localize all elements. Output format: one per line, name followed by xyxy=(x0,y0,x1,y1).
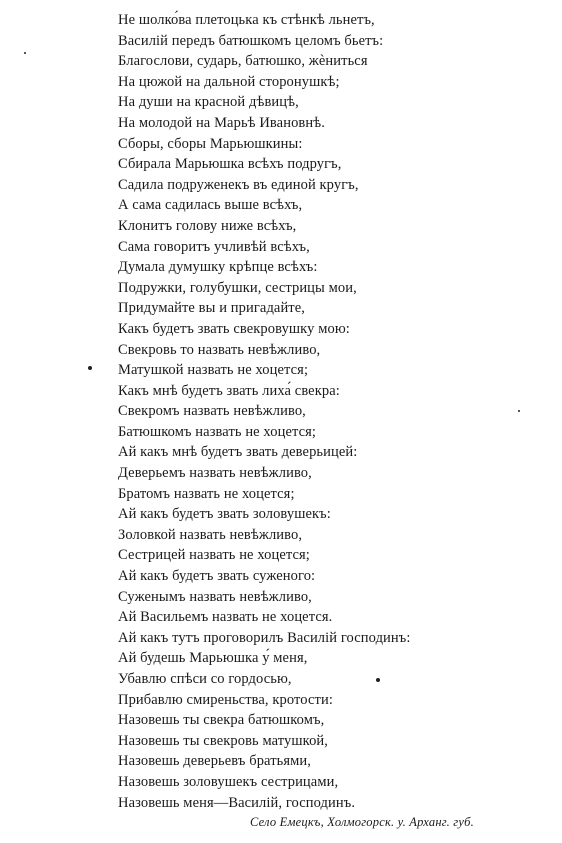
source-note: Село Емецкъ, Холмогорск. у. Арханг. губ. xyxy=(250,815,474,829)
poem-line: Придумайте вы и пригадайте, xyxy=(118,300,306,317)
poem-line: Назовешь меня—Василій, господинъ. xyxy=(118,794,356,811)
poem-line: На души на красной дѣвицѣ, xyxy=(118,94,299,111)
poem-line: Ай будешь Марьюшка у́ меня, xyxy=(118,650,308,667)
poem-line: Матушкой назвать не хоцется; xyxy=(118,362,309,379)
poem-line: Ай какъ будетъ звать золовушекъ: xyxy=(118,506,331,523)
poem-line: Братомъ назвать не хоцется; xyxy=(118,485,295,502)
poem-line: Назовешь деверьевъ братьями, xyxy=(118,753,311,770)
poem-line: На молодой на Марьѣ Ивановнѣ. xyxy=(118,114,325,131)
poem-line: Благослови, сударь, батюшко, жѐниться xyxy=(118,53,368,70)
poem-line: Золовкой назвать невѣжливо, xyxy=(118,526,303,543)
poem-line: Свекровь то назвать невѣжливо, xyxy=(118,341,321,358)
poem-line: Назовешь ты свекровь матушкой, xyxy=(118,732,329,749)
poem-line: Назовешь ты свекра батюшкомъ, xyxy=(118,712,325,729)
poem-line: Деверьемъ назвать невѣжливо, xyxy=(118,465,312,482)
poem-line: Какъ мнѣ будетъ звать лиха́ свекра: xyxy=(118,382,340,399)
print-speck xyxy=(24,52,26,54)
poem-line: Думала думушку крѣпце всѣхъ: xyxy=(118,259,318,276)
poem-line: Назовешь золовушекъ сестрицами, xyxy=(118,773,339,790)
poem-line: Свекромъ назвать невѣжливо, xyxy=(118,403,306,420)
print-speck xyxy=(88,366,92,370)
poem-line: Прибавлю смиреньства, кротости: xyxy=(118,691,333,708)
poem-line: Суженымъ назвать невѣжливо, xyxy=(118,588,312,605)
poem-line: Сборы, сборы Марьюшкины: xyxy=(118,135,303,152)
poem-line: Сестрицей назвать не хоцется; xyxy=(118,547,310,564)
poem-line: Сбирала Марьюшка всѣхъ подругъ, xyxy=(118,156,342,173)
poem-line: Ай какъ мнѣ будетъ звать деверьицей: xyxy=(118,444,358,461)
poem-line: Убавлю спѣси со гордосью, xyxy=(118,671,292,687)
poem-line: Сама говоритъ учливѣй всѣхъ, xyxy=(118,238,310,255)
poem-line: Клонитъ голову ниже всѣхъ, xyxy=(118,217,297,234)
poem-line: А сама садилась выше всѣхъ, xyxy=(118,197,303,214)
print-speck xyxy=(518,410,520,412)
poem-line: Василій передъ батюшкомъ целомъ бьетъ: xyxy=(118,32,384,49)
print-speck xyxy=(376,678,380,682)
poem-line: Какъ будетъ звать свекровушку мою: xyxy=(118,320,350,337)
poem-line: Не шолко́ва плетоцька къ стѣнкѣ льнетъ, xyxy=(118,12,375,28)
poem-text xyxy=(118,10,538,813)
poem-line: Ай Васильемъ назвать не хоцется. xyxy=(118,609,333,626)
poem-line: Садила подруженекъ въ единой кругъ, xyxy=(118,176,359,193)
poem-line: Батюшкомъ назвать не хоцется; xyxy=(118,423,317,440)
poem-line: На цюжой на дальной сторонушкѣ; xyxy=(118,73,340,90)
poem-line: Ай какъ будетъ звать суженого: xyxy=(118,568,316,585)
poem-line: Ай какъ тутъ проговорилъ Василій господинъ: xyxy=(118,629,411,646)
poem-line: Подружки, голубушки, сестрицы мои, xyxy=(118,279,357,296)
